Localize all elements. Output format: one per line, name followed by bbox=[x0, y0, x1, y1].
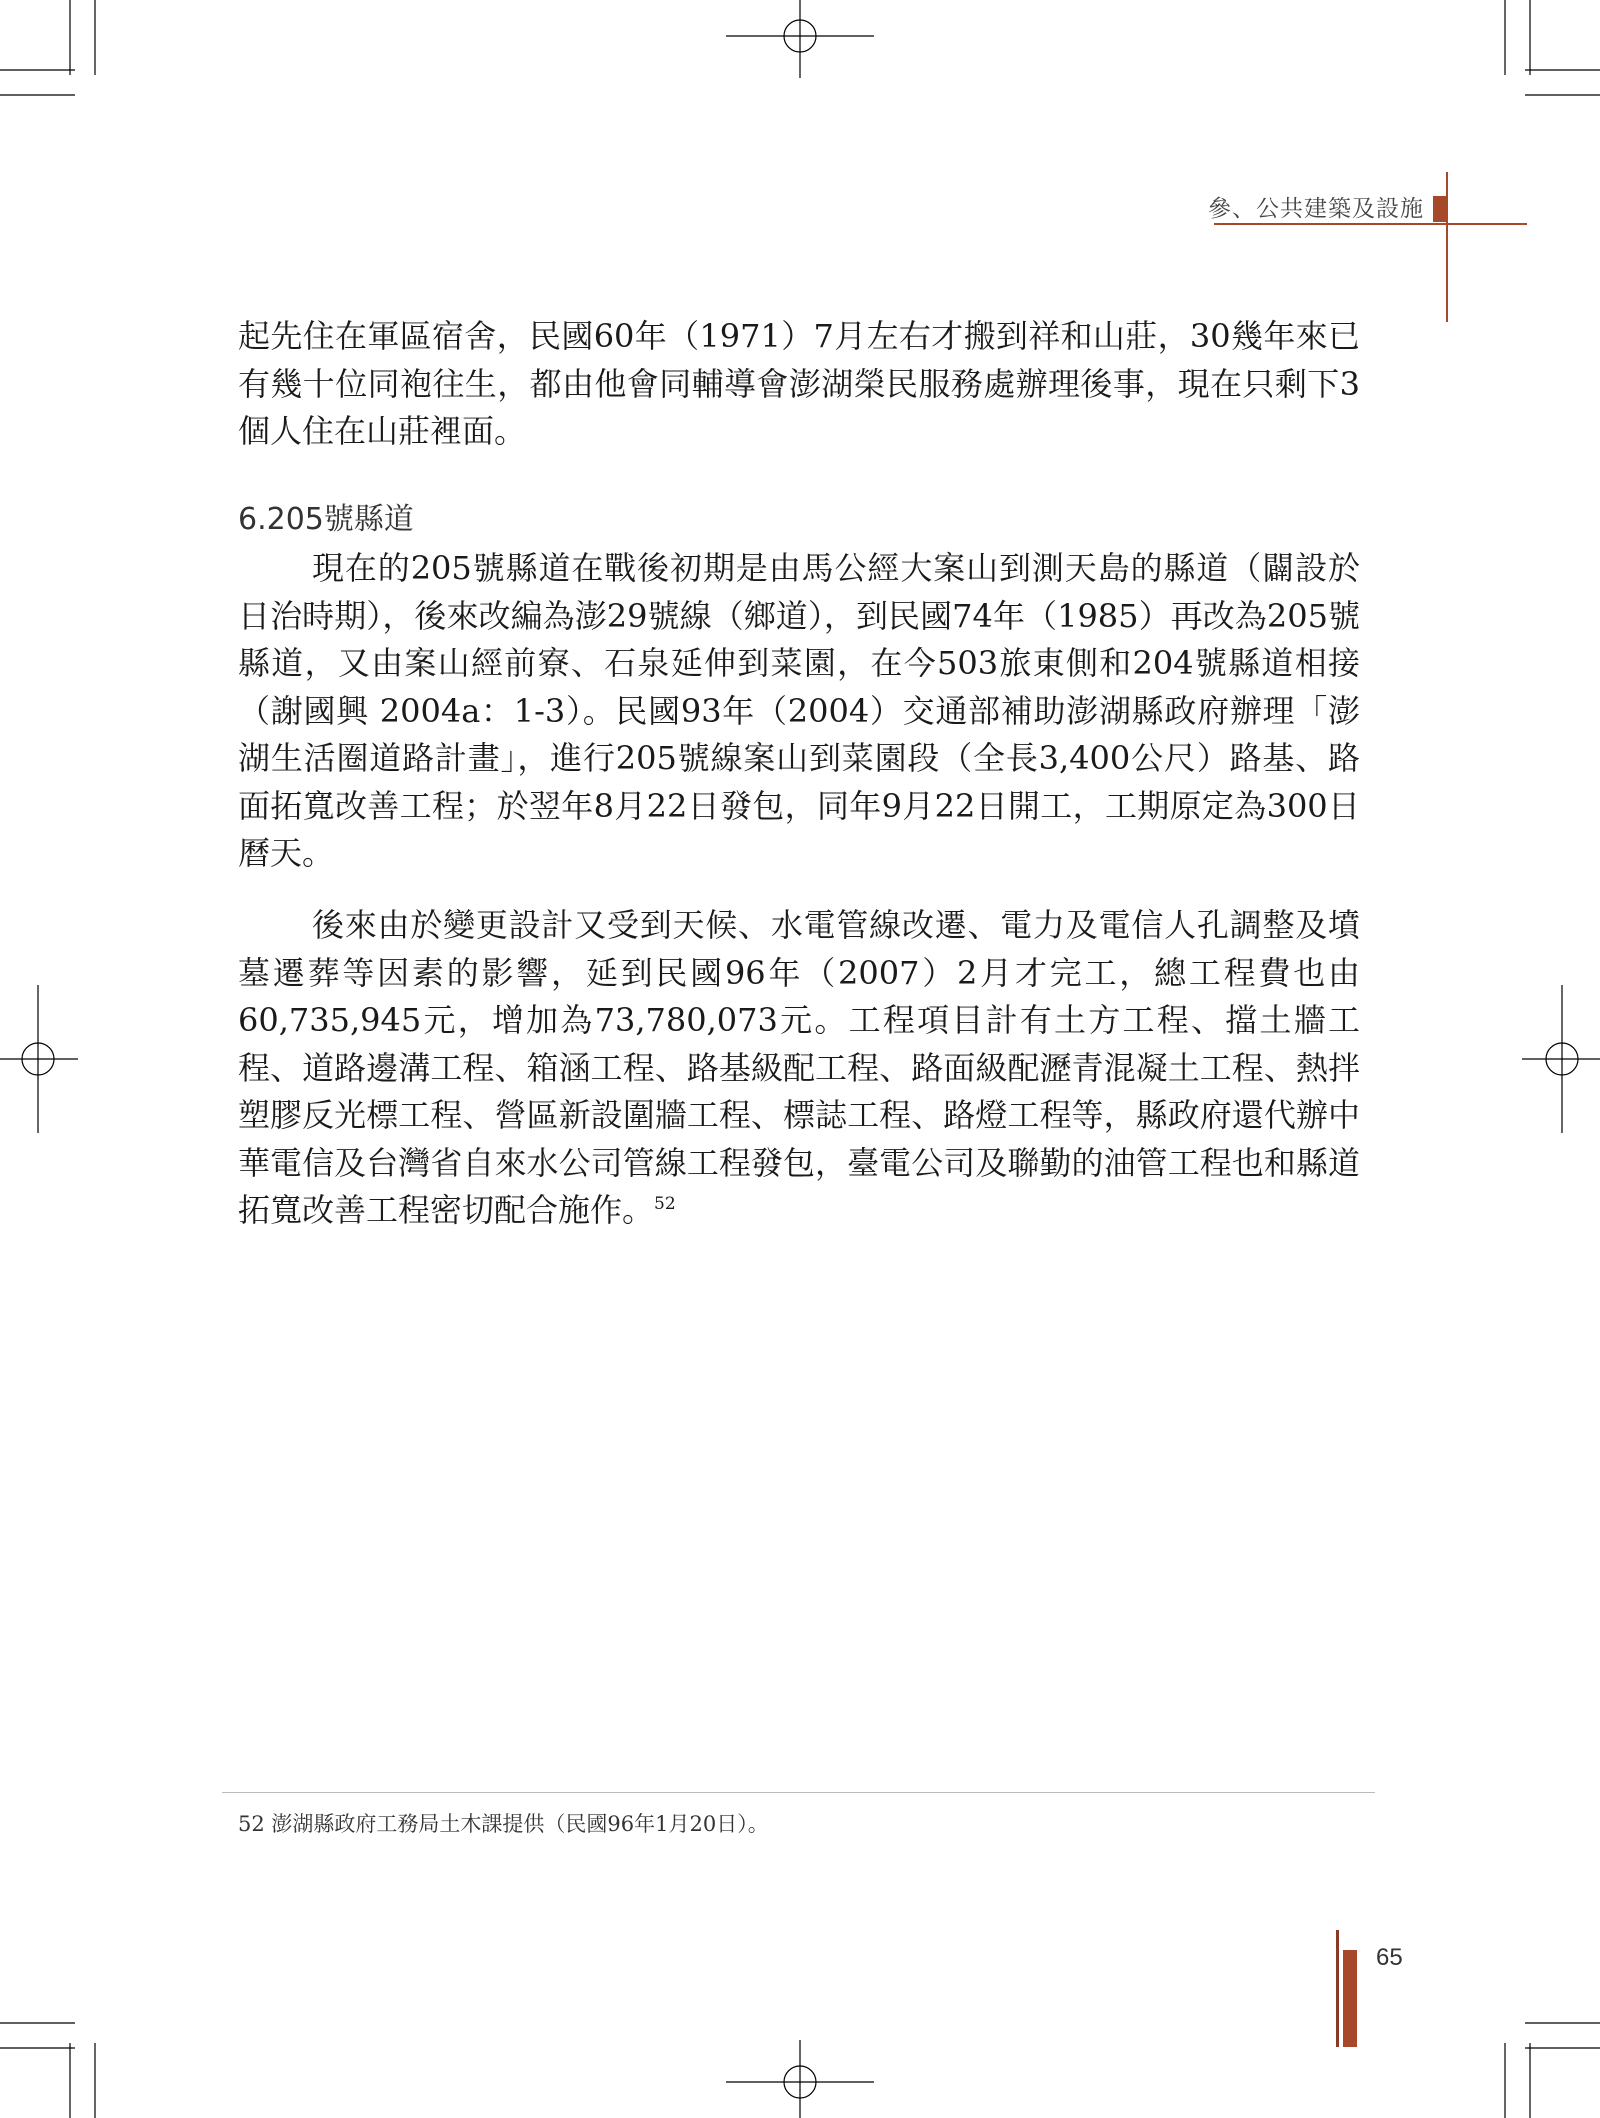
chapter-title: 參、公共建築及設施 bbox=[1208, 196, 1424, 222]
paragraph-text: 起先住在軍區宿舍，民國60年（1971）7月左右才搬到祥和山莊，30幾年來已有幾十位同袍往生，都由他會同輔導會澎湖榮民服務處辦理後事，現在只剩下3個人住在山莊裡面。 bbox=[238, 317, 1360, 450]
footnote: 52 澎湖縣政府工務局土木課提供（民國96年1月20日）。 bbox=[238, 1812, 769, 1836]
header-rule-vertical bbox=[1446, 172, 1448, 322]
header-rule bbox=[1214, 223, 1527, 225]
paragraph-body: 後來由於變更設計又受到天候、水電管線改遷、電力及電信人孔調整及墳墓遷葬等因素的影響，延到民國96年（2007）2月才完工，總工程費也由60,735,945元，增加為73,780,073元。工程項目計有土方工程、擋土牆工程、道路邊溝工程、箱涵工程、路基級配工程、路面級配瀝青混凝土工程、熱拌塑膠反光標工程、營區新設圍牆工程、標誌工程、路燈工程等，縣政府還代辦中華電信及台灣省自來水公司管線工程發包，臺電公司及聯勤的油管工程也和縣道拓寬改善工程密切配合施作。 bbox=[238, 906, 1360, 1229]
section-title: 6.205號縣道 bbox=[238, 502, 414, 537]
paragraph bbox=[238, 313, 1360, 456]
page-number: 65 bbox=[1376, 1944, 1403, 1971]
registration-target bbox=[1522, 985, 1600, 1133]
registration-target bbox=[0, 985, 78, 1133]
footnote-divider bbox=[222, 1792, 1375, 1793]
registration-target bbox=[726, 2040, 874, 2118]
paragraph-text bbox=[238, 902, 1360, 1235]
registration-target bbox=[726, 0, 874, 78]
page-number-rule bbox=[1336, 1930, 1339, 2047]
paragraph bbox=[238, 545, 1360, 878]
page-number-bar bbox=[1343, 1950, 1357, 2047]
paragraph-text: 現在的205號縣道在戰後初期是由馬公經大案山到測天島的縣道（闢設於日治時期），後來改編為澎29號線（鄉道），到民國74年（1985）再改為205號縣道，又由案山經前寮、石泉延伸到菜園，在今503旅東側和204號縣道相接（謝國興 2004a：1-3）。民國93年（2004）交通部補助澎湖縣政府辦理「澎湖生活圈道路計畫」，進行205號線案山到菜園段（全長3,400公尺）路基、路面拓寬改善工程；於翌年8月22日發包，同年9月22日開工，工期原定為300日曆天。 bbox=[238, 549, 1360, 872]
paragraph bbox=[238, 902, 1360, 1235]
footnote-ref[interactable]: 52 bbox=[654, 1194, 676, 1214]
